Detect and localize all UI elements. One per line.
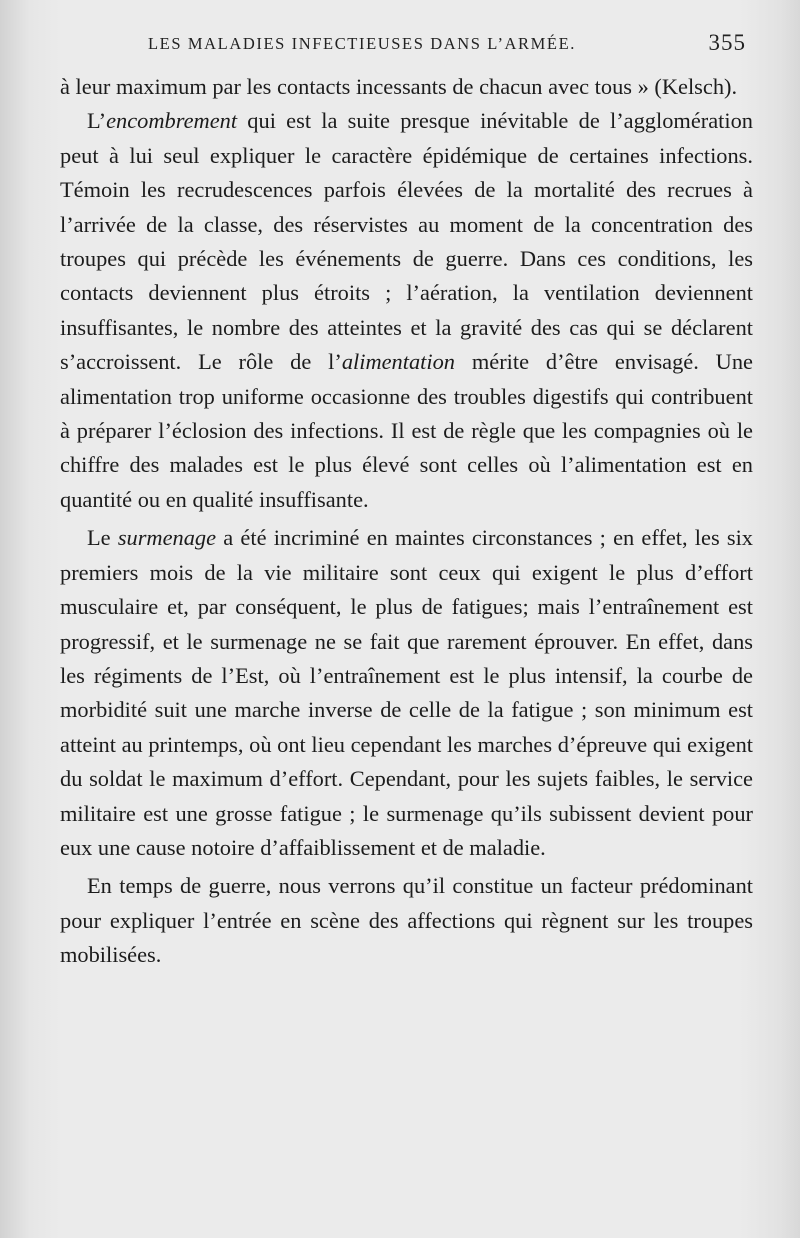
paragraph-encombrement — [60, 104, 753, 517]
italic-term-surmenage: surmenage — [117, 525, 217, 551]
italic-term-alimentation: alimentation — [341, 349, 456, 375]
paragraph-surmenage — [60, 521, 753, 865]
body-text — [60, 70, 753, 973]
text-run: En temps de guerre, nous verrons qu’il constitue un facteur prédominant pour expliquer l’entrée en scène des affections qui règnent sur les troupes mobilisées. — [60, 873, 753, 968]
text-run: qui est la suite presque inévitable de l’agglomération peut à lui seul expliquer le caractère épidémique de certaines infections. Témoin les recrudescences parfois élevées de la mortalité des recrues à l’arrivée de la classe, des réservistes au moment de la concentration des troupes qui précède les événements de guerre. Dans ces conditions, les contacts deviennent plus étroits ; l’aération, la ventilation deviennent insuffisantes, le nombre des atteintes et la gravité des cas qui se déclarent s’accroissent. Le rôle de l’ — [60, 108, 753, 375]
page-header — [60, 30, 746, 64]
italic-term-encombrement: encombrement — [106, 108, 238, 134]
page-number: 355 — [708, 30, 746, 55]
running-head: LES MALADIES INFECTIEUSES DANS L’ARMÉE. — [148, 34, 577, 53]
text-run: à leur maximum par les contacts incessants de chacun avec tous » (Kelsch). — [60, 74, 738, 99]
text-run: L’ — [87, 108, 107, 134]
text-run: Le — [87, 525, 118, 551]
text-run: mérite d’être envisagé. Une alimentation trop uniforme occasionne des troubles digestifs qui contribuent à préparer l’éclosion des infections. Il est de règle que les compagnies où le chiffre des malades est le plus élevé sont celles où l’alimentation est en quantité ou en qualité insuffisante. — [60, 349, 753, 512]
text-run: a été incriminé en maintes circonstances ; en effet, les six premiers mois de la vie militaire sont ceux qui exigent le plus d’effort musculaire et, par conséquent, le plus de fatigues; mais l’entraînement est progressif, et le surmenage ne se fait que rarement éprouver. En effet, dans les régiments de l’Est, où l’entraînement est le plus intensif, la courbe de morbidité suit une marche inverse de celle de la fatigue ; son minimum est atteint au printemps, où ont lieu cependant les marches d’épreuve qui exigent du soldat le maximum d’effort. Cependant, pour les sujets faibles, le service militaire est une grosse fatigue ; le surmenage qu’ils subissent devient pour eux une cause notoire d’affaiblissement et de maladie. — [60, 525, 753, 860]
paragraph-temps-de-guerre — [60, 869, 753, 972]
paragraph-continuation — [60, 70, 753, 104]
